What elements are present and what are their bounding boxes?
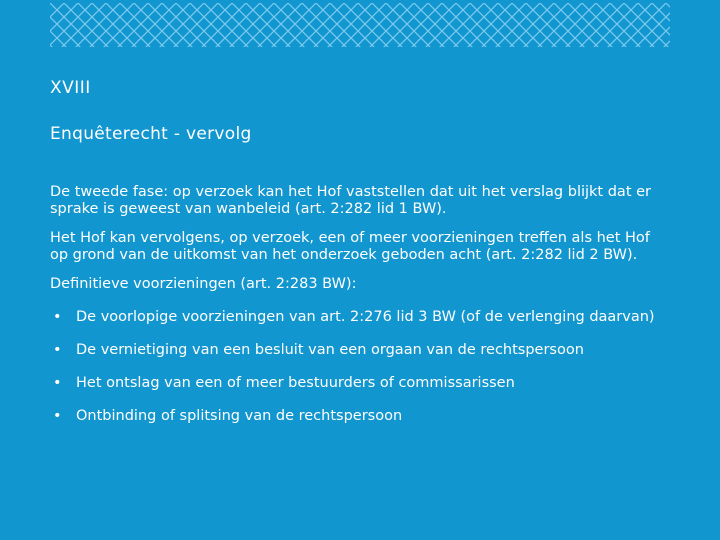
list-item-text: De voorlopige voorzieningen van art. 2:276 lid 3 BW (of de verlenging daarvan) <box>76 309 655 325</box>
list-item <box>50 408 660 425</box>
list-item-text: Ontbinding of splitsing van de rechtspersoon <box>76 408 403 424</box>
slide-title: Enquêterecht - vervolg <box>50 124 252 144</box>
paragraph-second-phase: De tweede fase: op verzoek kan het Hof vaststellen dat uit het verslag blijkt dat er sprake is geweest van wanbeleid (art. 2:282 lid 1 BW). <box>50 184 651 217</box>
bullet-icon: • <box>53 408 62 424</box>
bullet-icon: • <box>53 309 62 325</box>
list-item-text: Het ontslag van een of meer bestuurders of commissarissen <box>76 375 515 391</box>
slide-body <box>50 184 660 441</box>
paragraph-provisions: Het Hof kan vervolgens, op verzoek, een of meer voorzieningen treffen als het Hof op grond van de uitkomst van het onderzoek geboden acht (art. 2:282 lid 2 BW). <box>50 230 650 263</box>
provision-list <box>50 309 660 425</box>
list-item <box>50 309 660 326</box>
bullet-icon: • <box>53 375 62 391</box>
slide-number: XVIII <box>50 78 91 98</box>
diamond-lattice-icon <box>50 0 670 55</box>
paragraph-definitive-provisions: Definitieve voorzieningen (art. 2:283 BW): <box>50 276 357 292</box>
bullet-icon: • <box>53 342 62 358</box>
list-item <box>50 375 660 392</box>
list-item <box>50 342 660 359</box>
list-item-text: De vernietiging van een besluit van een orgaan van de rechtspersoon <box>76 342 584 358</box>
